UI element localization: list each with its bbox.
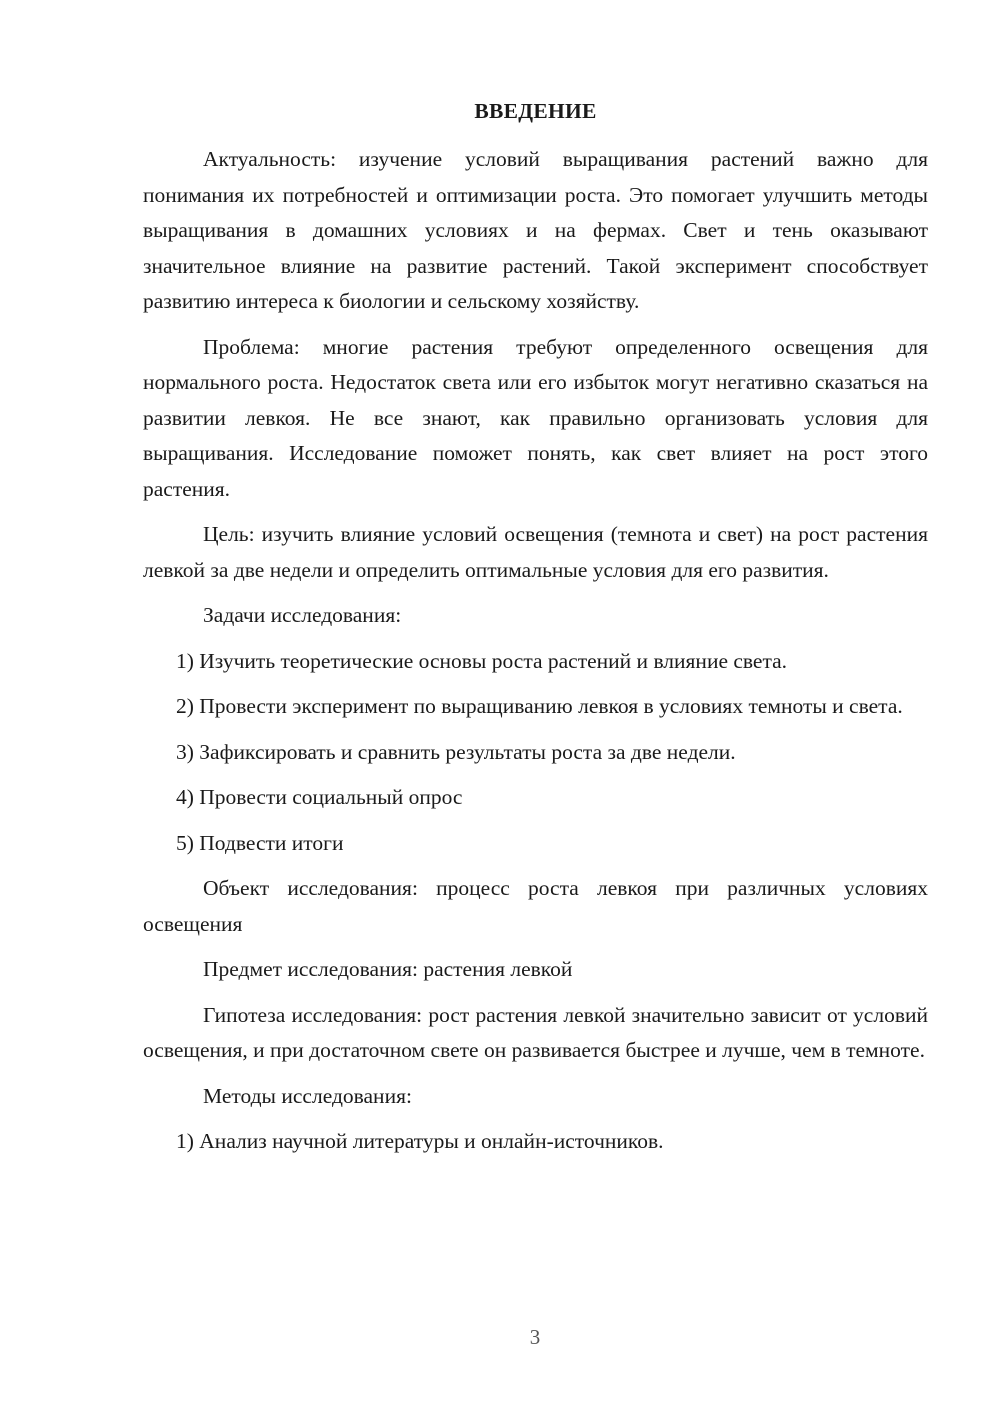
subject-paragraph: Предмет исследования: растения левкой xyxy=(203,957,573,981)
goal-paragraph: Цель: изучить влияние условий освещения (темнота и свет) на рост растения левкой за две недели и определить оптимальные условия для его развития. xyxy=(143,522,928,582)
task-item-1: 1) Изучить теоретические основы роста растений и влияние света. xyxy=(176,648,788,673)
object-paragraph: Объект исследования: процесс роста левкоя при различных условиях освещения xyxy=(143,876,928,936)
relevance-paragraph: Актуальность: изучение условий выращивания растений важно для понимания их потребностей и оптимизации роста. Это помогает улучшить методы выращивания в домашних условиях и на фермах. Свет и тень оказывают значительное влияние на развитие растений. Такой эксперимент способствует развитию интереса к биологии и сельскому хозяйству. xyxy=(143,147,928,313)
hypothesis-paragraph: Гипотеза исследования: рост растения левкой значительно зависит от условий освещения, и при достаточном свете он развивается быстрее и лучше, чем в темноте. xyxy=(143,1002,928,1062)
problem-paragraph: Проблема: многие растения требуют определенного освещения для нормального роста. Недостаток света или его избыток могут негативно сказаться на развитии левкоя. Не все знают, как правильно организовать условия для выращивания. Исследование поможет понять, как свет влияет на рост этого растения. xyxy=(143,334,928,501)
methods-title: Методы исследования: xyxy=(203,1083,412,1108)
tasks-title: Задачи исследования: xyxy=(203,603,402,627)
document-page xyxy=(143,94,928,1170)
task-item-3: 3) Зафиксировать и сравнить результаты роста за две недели. xyxy=(176,739,736,764)
task-item-5: 5) Подвести итоги xyxy=(176,830,344,855)
method-item-1: 1) Анализ научной литературы и онлайн-источников. xyxy=(176,1129,664,1153)
task-item-2: 2) Провести эксперимент по выращиванию левкоя в условиях темноты и света. xyxy=(176,694,903,718)
page-number: 3 xyxy=(529,1325,541,1349)
section-heading: ВВЕДЕНИЕ xyxy=(474,99,597,123)
task-item-4: 4) Провести социальный опрос xyxy=(176,785,463,809)
